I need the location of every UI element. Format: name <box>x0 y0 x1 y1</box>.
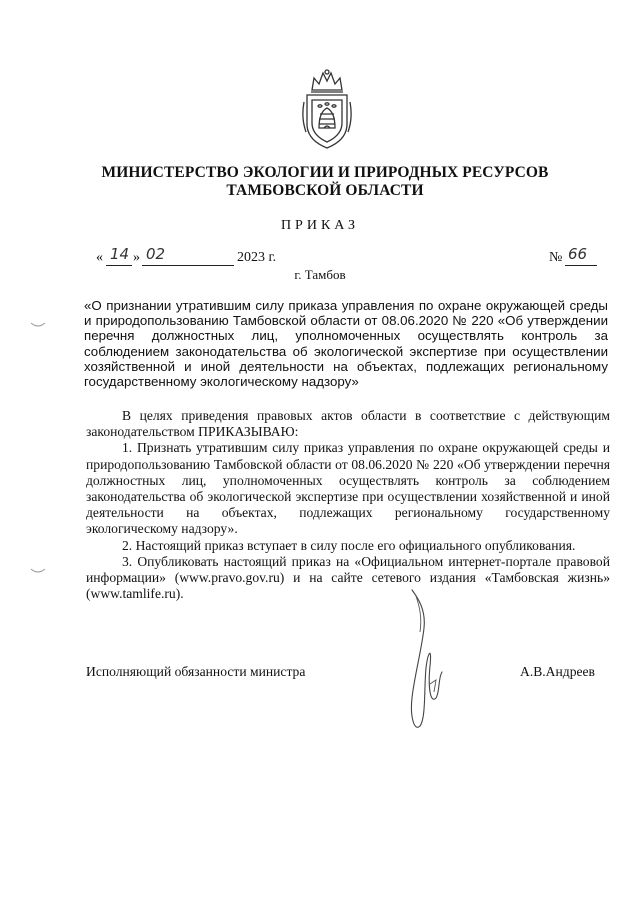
document-number <box>549 247 609 269</box>
handwritten-signature <box>390 588 460 738</box>
date-month-underline <box>142 265 234 266</box>
date-day-underline <box>106 265 132 266</box>
date-line <box>96 247 296 269</box>
coat-of-arms-emblem <box>298 68 356 152</box>
signatory-name: А.В.Андреев <box>520 664 595 679</box>
ministry-name <box>80 164 570 200</box>
body-item-1: 1. Признать утратившим силу приказ управления по охране окружающей среды и природопользованию Тамбовской области от 08.06.2020 № 220 «Об утверждении перечня должностных лиц, уполномоченных осуществлять контроль за соблюдением законодательства об экологической экспертизе при осуществлении хозяйственной и иной деятельности на объектах, подлежащих региональному государственному экологическому надзору». <box>86 440 610 537</box>
binder-hole-mark-bottom <box>30 568 46 574</box>
number-label: № <box>549 250 563 265</box>
quote-open: « <box>96 250 103 265</box>
document-type-title: ПРИКАЗ <box>280 218 360 233</box>
number-value-handwritten: 66 <box>568 245 588 263</box>
quote-close: » <box>133 250 140 265</box>
body-intro: В целях приведения правовых актов области в соответствие с действующим законодательством ПРИКАЗЫВАЮ: <box>86 408 610 440</box>
document-subject: «О признании утратившим силу приказа управления по охране окружающей среды и природопользованию Тамбовской области от 08.06.2020 № 220 «Об утверждении перечня должностных лиц, уполномоченных осуществлять контроль за соблюдением законодательства об экологической экспертизе при осуществлении хозяйственной и иной деятельности на объектах, подлежащих региональному государственному экологическому надзору» <box>84 298 608 390</box>
signatory-position: Исполняющий обязанности министра <box>86 664 306 679</box>
ministry-name-line-2: ТАМБОВСКОЙ ОБЛАСТИ <box>226 182 424 199</box>
city-name: г. Тамбов <box>294 267 346 282</box>
body-item-3: 3. Опубликовать настоящий приказ на «Официальном интернет-портале правовой информации» (www.pravo.gov.ru) и на сайте сетевого издания «Тамбовская жизнь» (www.tamlife.ru). <box>86 553 610 602</box>
binder-hole-mark-top <box>30 322 46 328</box>
body-item-2: 2. Настоящий приказ вступает в силу после его официального опубликования. <box>122 537 576 553</box>
date-day-handwritten: 14 <box>110 245 130 263</box>
document-body <box>86 408 610 602</box>
ministry-name-line-1: МИНИСТЕРСТВО ЭКОЛОГИИ И ПРИРОДНЫХ РЕСУРСОВ <box>101 164 549 181</box>
date-month-handwritten: 02 <box>146 245 166 263</box>
date-year: 2023 г. <box>237 250 277 265</box>
number-underline <box>565 265 597 266</box>
